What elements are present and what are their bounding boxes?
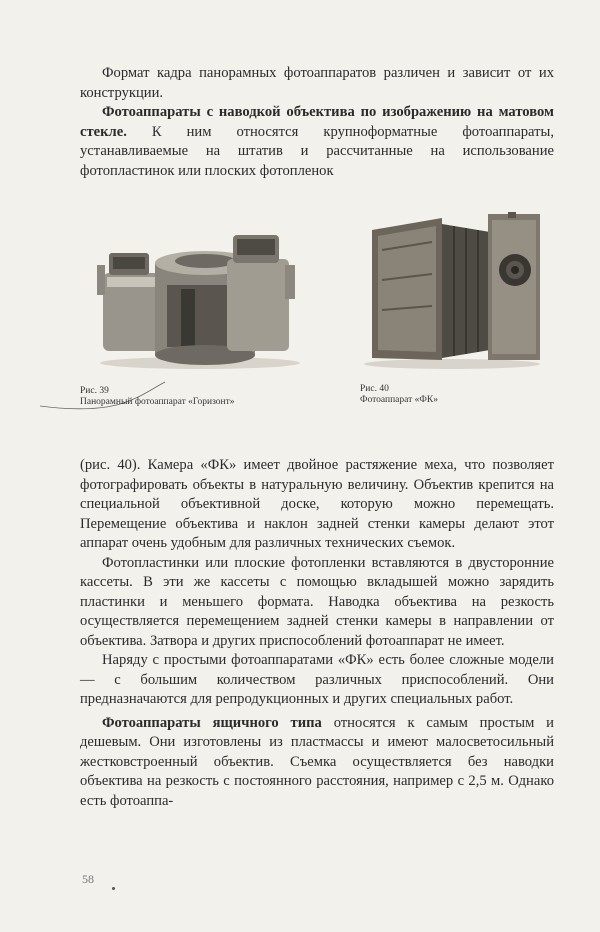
paragraph-fk-camera: (рис. 40). Камера «ФК» имеет двойное растяжение меха, что позволяет фотографировать объекты в натуральную величину. Объектив крепится на специальной объективной доске, которую можно перемещать. Перемещение объектива и наклон задней стенки камеры делают этот аппарат очень удобным для различных технических съемок. — [80, 457, 554, 551]
page-number: 58 — [82, 872, 94, 886]
paragraph-box-cameras — [80, 714, 554, 812]
figure-39-number: Рис. 39 — [80, 386, 109, 396]
paragraph-cassettes: Фотопластинки или плоские фотопленки вставляются в двусторонние кассеты. В эти же кассеты с помощью вкладышей можно зарядить пластинки и меньшего формата. Наводка объектива на резкость осуществляется перемещением задней стенки камеры в направлении от объектива. Затвора и других приспособлений фотоаппарат не имеет. — [80, 554, 554, 649]
figure-40-number: Рис. 40 — [360, 384, 389, 394]
text-block-top — [80, 64, 554, 181]
paragraph-format: Формат кадра панорамных фотоаппаратов различен и зависит от их конструкции. — [80, 65, 554, 101]
heading-box-cameras: Фотоаппараты ящичного типа — [102, 714, 322, 731]
figure-40-fk-camera — [362, 210, 544, 370]
figure-40-caption — [360, 384, 438, 406]
paragraph-complex-models: Наряду с простыми фотоаппаратами «ФК» есть более сложные модели — с большим количеством различных приспособлений. Они предназначаются для репродукционных и других специальных работ. — [80, 652, 554, 707]
print-speck — [112, 887, 115, 890]
figure-39-title: Панорамный фотоаппарат «Горизонт» — [80, 397, 235, 407]
paragraph-box-cameras-text: относятся к самым простым и дешевым. Они изготовлены из пластмассы и имеют малосветосильный жестковстроенный объектив. Съемка осуществляется без наводки объектива на резкость с постоянного расстояния, например с 2,5 м. Однако есть фотоаппа- — [80, 714, 554, 809]
paragraph-matte-glass-text: К ним относятся крупноформатные фотоаппараты, устанавливаемые на штатив и рассчитанные на использование фотопластинок или плоских фотопленок — [80, 123, 554, 179]
figure-40-title: Фотоаппарат «ФК» — [360, 395, 438, 405]
heading-matte-glass: Фотоаппараты с наводкой объектива по изображению на матовом стекле. — [80, 104, 554, 140]
text-block-bottom — [80, 456, 554, 811]
figure-39-caption — [80, 386, 235, 408]
paragraph-matte-glass — [80, 103, 554, 181]
figure-39-horizont-camera — [95, 215, 305, 370]
